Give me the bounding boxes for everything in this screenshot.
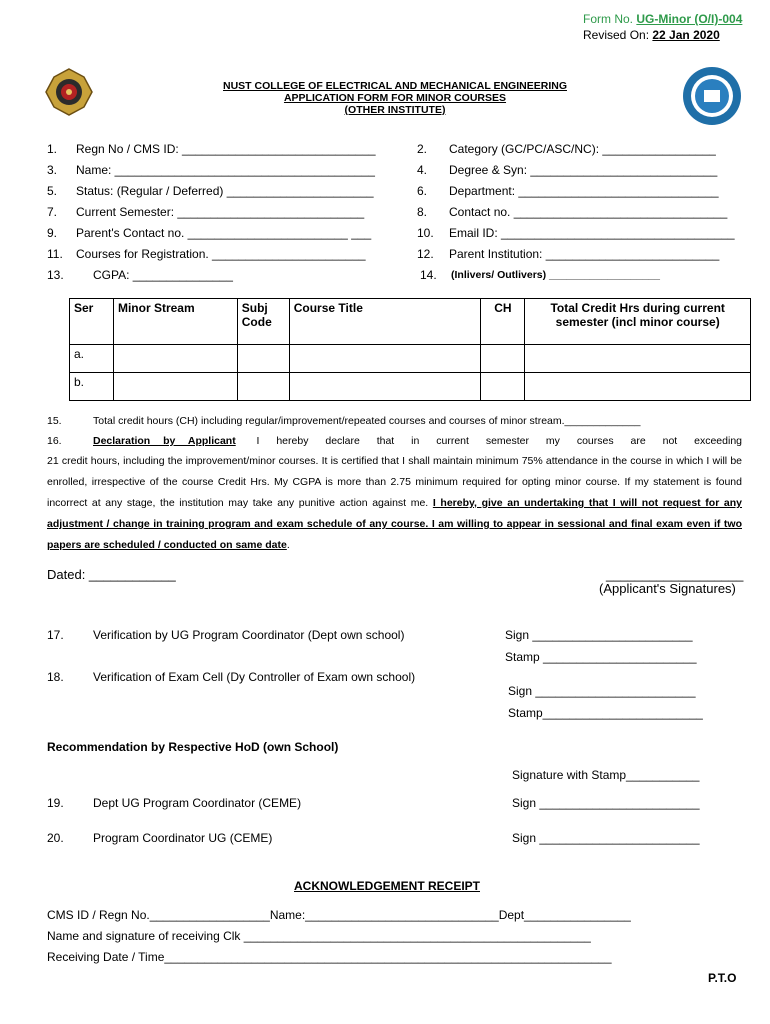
col-course-title: Course Title	[289, 299, 481, 345]
field-num: 1.	[47, 142, 58, 156]
field-num: 4.	[417, 163, 428, 177]
field-num: 7.	[47, 205, 58, 219]
undertaking-text: I hereby, give an undertaking that I will not request for any adjustment / change in training program and exam schedule of any course. I am willing to appear in sessional and final exam even if two papers are scheduled / conducted on same date	[47, 497, 743, 551]
nust-seal-logo	[682, 66, 742, 126]
table-header-row	[70, 299, 751, 345]
item-20-sign[interactable]: Sign ________________________	[512, 831, 700, 845]
field-degree-syn[interactable]: Degree & Syn: ____________________________	[449, 163, 718, 177]
declaration-intro: I hereby declare that in current semester my courses are not exceeding	[256, 435, 742, 447]
dated-field[interactable]: Dated: ____________	[47, 567, 176, 582]
row-ser: a.	[70, 345, 114, 373]
cell-ch[interactable]	[481, 345, 525, 373]
col-subj-code: Subj Code	[237, 299, 289, 345]
declaration-heading	[93, 435, 742, 447]
cell-subj-code[interactable]	[237, 373, 289, 401]
item-19-sign[interactable]: Sign ________________________	[512, 796, 700, 810]
revised-date: Revised On: 22 Jan 2020	[583, 28, 720, 42]
pto-label: P.T.O	[708, 971, 737, 985]
declaration-title: Declaration by Applicant	[93, 435, 236, 447]
field-num: 9.	[47, 226, 58, 240]
form-title: APPLICATION FORM FOR MINOR COURSES	[283, 92, 507, 104]
item-18-num: 18.	[47, 670, 64, 684]
field-cgpa[interactable]: CGPA: _______________	[93, 268, 233, 282]
college-title: NUST COLLEGE OF ELECTRICAL AND MECHANICAL ENGINEERING	[223, 80, 567, 92]
field-num: 13.	[47, 268, 64, 282]
cell-ch[interactable]	[481, 373, 525, 401]
ack-line-clk[interactable]: Name and signature of receiving Clk ____________________________________________________	[47, 929, 591, 943]
table-row	[70, 345, 751, 373]
table-row	[70, 373, 751, 401]
declaration-body: 21 credit hours, including the improvement/minor courses. It is certified that I shall maintain minimum 75% attendance in the course in which I will be enrolled, irrespective of the course Credit Hrs. My CGPA is more than 2.75 minimum required for opting minor course. If my statement is found incorrect at any stage, the institution may take any punitive action against me. I hereby, give an undertaking that I will not request for any adjustment / change in training program and exam schedule of any course. I am willing to appear in sessional and final exam even if two papers are scheduled / conducted on same date.	[47, 455, 743, 551]
cell-total-credit[interactable]	[525, 373, 751, 401]
field-courses-registration[interactable]: Courses for Registration. _______________________	[76, 247, 366, 261]
cell-minor-stream[interactable]	[113, 345, 237, 373]
field-category[interactable]: Category (GC/PC/ASC/NC): _________________	[449, 142, 716, 156]
item-18-text: Verification of Exam Cell (Dy Controller of Exam own school)	[93, 670, 416, 684]
field-name[interactable]: Name: _______________________________________	[76, 163, 375, 177]
field-num: 11.	[47, 247, 63, 261]
item-17-text: Verification by UG Program Coordinator (Dept own school)	[93, 628, 405, 642]
cell-subj-code[interactable]	[237, 345, 289, 373]
signature-with-stamp[interactable]: Signature with Stamp___________	[512, 768, 700, 782]
field-num: 5.	[47, 184, 58, 198]
field-num: 3.	[47, 163, 58, 177]
col-total-credit-hrs: Total Credit Hrs during current semester (incl minor course)	[525, 299, 751, 345]
field-status[interactable]: Status: (Regular / Deferred) ______________________	[76, 184, 374, 198]
cell-course-title[interactable]	[289, 345, 481, 373]
col-minor-stream: Minor Stream	[113, 299, 237, 345]
field-num: 14.	[420, 268, 437, 282]
form-subtitle: (OTHER INSTITUTE)	[344, 104, 446, 116]
cell-course-title[interactable]	[289, 373, 481, 401]
ack-title: ACKNOWLEDGEMENT RECEIPT	[294, 879, 480, 893]
item-17-num: 17.	[47, 628, 64, 642]
row-ser: b.	[70, 373, 114, 401]
field-inlivers-outlivers[interactable]: (Inlivers/ Outlivers) ___________________	[451, 269, 660, 281]
field-parents-contact[interactable]: Parent's Contact no. ________________________ ___	[76, 226, 372, 240]
minor-courses-table	[69, 298, 751, 401]
cell-minor-stream[interactable]	[113, 373, 237, 401]
field-num: 2.	[417, 142, 428, 156]
field-num: 6.	[417, 184, 428, 198]
ack-line-cms[interactable]: CMS ID / Regn No.__________________Name:_____________________________Dept________________	[47, 908, 631, 922]
item-18-sign[interactable]: Sign ________________________	[508, 684, 696, 698]
field-num: 10.	[417, 226, 434, 240]
field-num: 12.	[417, 247, 434, 261]
item-17-sign[interactable]: Sign ________________________	[505, 628, 693, 642]
item-20-text: Program Coordinator UG (CEME)	[93, 831, 273, 845]
field-contact-no[interactable]: Contact no. ________________________________	[449, 205, 728, 219]
item-16-num: 16.	[47, 435, 62, 447]
col-ser: Ser	[70, 299, 114, 345]
field-email[interactable]: Email ID: ___________________________________	[449, 226, 735, 240]
field-regn-no[interactable]: Regn No / CMS ID: _____________________________	[76, 142, 376, 156]
form-number: Form No. UG-Minor (O/I)-004	[583, 12, 743, 26]
field-parent-institution[interactable]: Parent Institution: __________________________	[449, 247, 720, 261]
item-17-stamp[interactable]: Stamp _______________________	[505, 650, 697, 664]
item-19-text: Dept UG Program Coordinator (CEME)	[93, 796, 302, 810]
field-num: 8.	[417, 205, 428, 219]
item-15-num: 15.	[47, 415, 62, 427]
item-15-text: Total credit hours (CH) including regular/improvement/repeated courses and courses of minor stream._____________	[93, 415, 641, 427]
recommendation-heading: Recommendation by Respective HoD (own School)	[47, 740, 339, 754]
field-current-semester[interactable]: Current Semester: ____________________________	[76, 205, 365, 219]
ceme-crest-logo	[44, 67, 94, 117]
cell-total-credit[interactable]	[525, 345, 751, 373]
item-19-num: 19.	[47, 796, 64, 810]
applicant-signature-line[interactable]: ___________________	[606, 567, 744, 582]
item-18-stamp[interactable]: Stamp________________________	[508, 706, 703, 720]
field-department[interactable]: Department: ______________________________	[449, 184, 719, 198]
col-ch: CH	[481, 299, 525, 345]
ack-line-date[interactable]: Receiving Date / Time___________________________________________________________________	[47, 950, 612, 964]
applicant-signature-label: (Applicant's Signatures)	[599, 581, 736, 596]
item-20-num: 20.	[47, 831, 64, 845]
